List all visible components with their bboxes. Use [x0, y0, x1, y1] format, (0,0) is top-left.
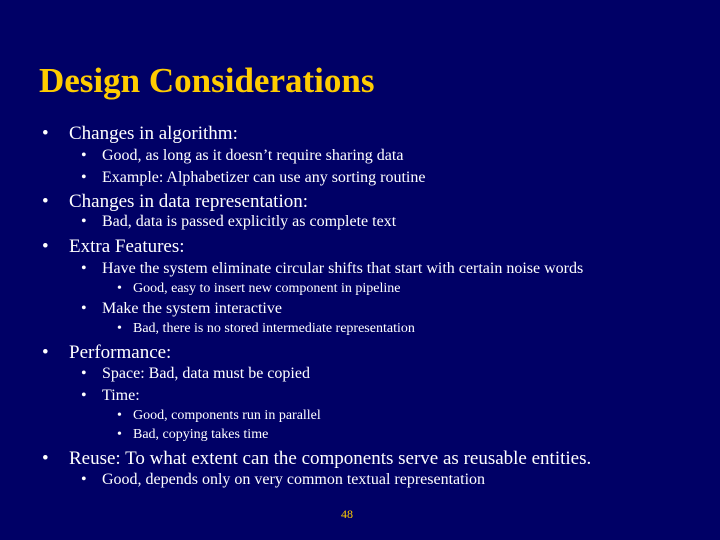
- bullet-icon: •: [81, 147, 87, 164]
- slide-title: Design Considerations: [39, 61, 375, 100]
- item-text: Good, as long as it doesn’t require sharing data: [102, 147, 404, 164]
- bullet-icon: •: [42, 236, 49, 257]
- item-text: Performance:: [69, 342, 172, 363]
- item-text: Bad, data is passed explicitly as complete text: [102, 213, 397, 230]
- bullet-icon: •: [42, 342, 49, 363]
- item-text: Make the system interactive: [102, 300, 282, 317]
- item-text: Extra Features:: [69, 236, 185, 257]
- item-text: Time:: [102, 387, 140, 404]
- item-text: Space: Bad, data must be copied: [102, 365, 310, 382]
- item-text: Good, easy to insert new component in pipeline: [133, 281, 401, 296]
- bullet-icon: •: [42, 191, 49, 212]
- item-text: Have the system eliminate circular shifts that start with certain noise words: [102, 260, 584, 277]
- item-text: Bad, copying takes time: [133, 427, 269, 442]
- item-text: Changes in algorithm:: [69, 123, 238, 144]
- bullet-icon: •: [117, 281, 122, 296]
- bullet-icon: •: [42, 448, 49, 469]
- bullet-icon: •: [81, 213, 87, 230]
- bullet-icon: •: [117, 321, 122, 336]
- bullet-icon: •: [81, 300, 87, 317]
- item-text: Bad, there is no stored intermediate representation: [133, 321, 415, 336]
- bullet-icon: •: [81, 471, 87, 488]
- bullet-icon: •: [117, 427, 122, 442]
- item-text: Example: Alphabetizer can use any sorting routine: [102, 169, 426, 186]
- bullet-icon: •: [81, 365, 87, 382]
- bullet-icon: •: [117, 408, 122, 423]
- bullet-icon: •: [81, 387, 87, 404]
- item-text: Good, depends only on very common textual representation: [102, 471, 486, 488]
- item-text: Changes in data representation:: [69, 191, 309, 212]
- bullet-icon: •: [42, 123, 49, 144]
- bullet-icon: •: [81, 169, 87, 186]
- bullet-icon: •: [81, 260, 87, 277]
- item-text: Good, components run in parallel: [133, 408, 321, 423]
- page-number: 48: [341, 507, 353, 521]
- item-text: Reuse: To what extent can the components serve as reusable entities.: [69, 448, 592, 469]
